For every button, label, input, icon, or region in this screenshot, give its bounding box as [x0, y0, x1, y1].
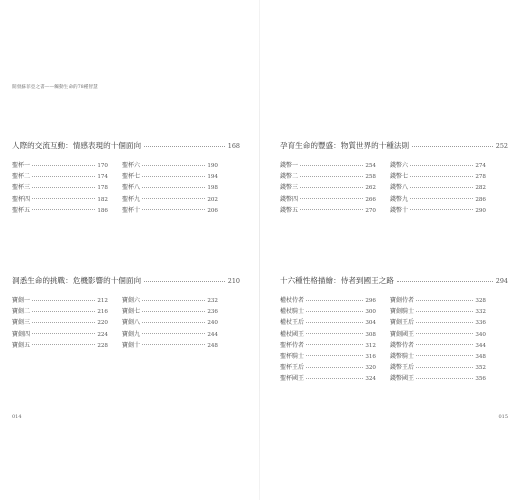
dot-leader	[416, 311, 473, 312]
dot-leader	[410, 198, 473, 199]
entry-page-number: 278	[475, 174, 486, 181]
entry-page-number: 312	[365, 342, 376, 349]
entry-label: 錢幣四	[280, 195, 299, 203]
entry-label: 聖杯國王	[280, 375, 305, 383]
entry-page-number: 266	[365, 196, 376, 203]
section-page-number: 294	[495, 277, 508, 285]
entry-label: 寶劍九	[122, 330, 141, 338]
entry-page-number: 290	[475, 207, 486, 214]
dot-leader	[397, 281, 493, 282]
dot-leader	[144, 281, 225, 282]
entry-label: 寶劍國王	[390, 330, 415, 338]
entry-label: 權杖騎士	[280, 308, 305, 316]
dot-leader	[142, 344, 205, 345]
entry-label: 聖杯一	[12, 162, 31, 169]
toc-column	[280, 160, 376, 216]
toc-section	[280, 275, 508, 385]
entry-label: 錢幣騎士	[390, 352, 415, 360]
dot-leader	[416, 378, 473, 379]
entry-page-number: 296	[365, 298, 376, 304]
toc-entry[interactable]	[280, 171, 376, 182]
entry-page-number: 182	[97, 196, 108, 203]
entry-label: 聖杯八	[122, 184, 141, 192]
toc-entry[interactable]	[122, 295, 218, 306]
dot-leader	[306, 311, 363, 312]
toc-entry[interactable]	[122, 340, 218, 351]
toc-entry[interactable]	[280, 160, 376, 171]
dot-leader	[306, 322, 363, 323]
dot-leader	[300, 165, 363, 166]
section-heading[interactable]	[12, 140, 240, 151]
toc-entry[interactable]	[280, 329, 376, 340]
toc-entry[interactable]	[280, 351, 376, 362]
toc-entry-columns	[280, 160, 508, 216]
section-page-number: 168	[227, 142, 240, 150]
entry-label: 錢幣十	[390, 206, 409, 214]
toc-entry[interactable]	[390, 194, 486, 205]
entry-page-number: 212	[97, 298, 108, 304]
dot-leader	[306, 333, 363, 334]
entry-label: 寶劍四	[12, 330, 31, 338]
page-number: 015	[498, 414, 508, 420]
toc-entry[interactable]	[12, 194, 108, 205]
toc-entry[interactable]	[12, 182, 108, 193]
entry-page-number: 262	[365, 185, 376, 192]
section-heading[interactable]	[280, 140, 508, 151]
dot-leader	[32, 187, 95, 188]
entry-page-number: 320	[365, 365, 376, 372]
entry-label: 權杖國王	[280, 330, 305, 338]
entry-page-number: 170	[97, 163, 108, 169]
toc-entry[interactable]	[12, 317, 108, 328]
toc-entry[interactable]	[12, 295, 108, 306]
dot-leader	[142, 165, 205, 166]
entry-page-number: 174	[97, 174, 108, 181]
entry-label: 錢幣八	[390, 184, 409, 192]
entry-page-number: 258	[365, 174, 376, 181]
toc-entry[interactable]	[12, 306, 108, 317]
section-heading[interactable]	[280, 275, 508, 286]
toc-entry[interactable]	[280, 182, 376, 193]
entry-label: 寶劍二	[12, 308, 31, 316]
section-page-number: 252	[495, 142, 508, 150]
entry-label: 錢幣國王	[390, 375, 415, 383]
toc-entry[interactable]	[280, 362, 376, 373]
toc-entry-columns	[12, 295, 240, 351]
toc-entry[interactable]	[390, 205, 486, 216]
entry-label: 錢幣侍者	[390, 341, 415, 349]
toc-entry[interactable]	[390, 373, 486, 384]
entry-page-number: 186	[97, 207, 108, 214]
entry-page-number: 328	[475, 298, 486, 304]
dot-leader	[144, 146, 225, 147]
dot-leader	[32, 311, 95, 312]
entry-label: 錢幣六	[390, 162, 409, 169]
entry-page-number: 254	[365, 163, 376, 169]
toc-entry[interactable]	[122, 317, 218, 328]
entry-label: 聖杯七	[122, 173, 141, 181]
dot-leader	[416, 344, 473, 345]
toc-column	[12, 160, 108, 216]
entry-page-number: 232	[207, 298, 218, 304]
dot-leader	[32, 344, 95, 345]
dot-leader	[142, 176, 205, 177]
toc-entry[interactable]	[12, 205, 108, 216]
section-title: 十六種性格描繪：侍者到國王之路	[280, 276, 394, 285]
dot-leader	[142, 187, 205, 188]
toc-entry[interactable]	[122, 160, 218, 171]
toc-entry[interactable]	[280, 295, 376, 306]
entry-label: 寶劍五	[12, 341, 31, 349]
dot-leader	[300, 209, 363, 210]
toc-entry[interactable]	[280, 373, 376, 384]
entry-label: 聖杯二	[12, 173, 31, 181]
entry-label: 錢幣三	[280, 184, 299, 192]
dot-leader	[306, 344, 363, 345]
entry-label: 寶劍六	[122, 297, 141, 304]
entry-label: 錢幣一	[280, 162, 299, 169]
entry-page-number: 308	[365, 331, 376, 338]
dot-leader	[300, 176, 363, 177]
toc-entry[interactable]	[122, 194, 218, 205]
toc-entry[interactable]	[390, 362, 486, 373]
dot-leader	[306, 367, 363, 368]
entry-label: 聖杯五	[12, 206, 31, 214]
entry-label: 權杖侍者	[280, 297, 305, 304]
entry-label: 寶劍王后	[390, 319, 415, 327]
toc-entry[interactable]	[280, 317, 376, 328]
section-title: 孕育生命的豐盛：物質世界的十種法則	[280, 141, 410, 150]
entry-page-number: 202	[207, 196, 218, 203]
dot-leader	[410, 176, 473, 177]
entry-label: 錢幣五	[280, 206, 299, 214]
entry-label: 聖杯九	[122, 195, 141, 203]
entry-label: 寶劍三	[12, 319, 31, 327]
dot-leader	[416, 322, 473, 323]
entry-page-number: 300	[365, 309, 376, 316]
dot-leader	[32, 322, 95, 323]
toc-entry[interactable]	[390, 351, 486, 362]
entry-page-number: 190	[207, 163, 218, 169]
entry-page-number: 228	[97, 342, 108, 349]
dot-leader	[416, 300, 473, 301]
dot-leader	[142, 311, 205, 312]
entry-page-number: 244	[207, 331, 218, 338]
toc-entry[interactable]	[390, 340, 486, 351]
dot-leader	[410, 187, 473, 188]
dot-leader	[300, 187, 363, 188]
toc-entry[interactable]	[12, 160, 108, 171]
entry-label: 寶劍騎士	[390, 308, 415, 316]
entry-page-number: 304	[365, 320, 376, 327]
dot-leader	[32, 198, 95, 199]
toc-entry[interactable]	[390, 329, 486, 340]
entry-label: 錢幣七	[390, 173, 409, 181]
dot-leader	[410, 209, 473, 210]
toc-section	[280, 140, 508, 216]
entry-label: 聖杯侍者	[280, 341, 305, 349]
entry-page-number: 178	[97, 185, 108, 192]
toc-column	[122, 295, 218, 351]
entry-page-number: 198	[207, 185, 218, 192]
entry-page-number: 344	[475, 342, 486, 349]
entry-label: 聖杯三	[12, 184, 31, 192]
toc-entry[interactable]	[122, 182, 218, 193]
toc-entry[interactable]	[390, 182, 486, 193]
toc-column	[390, 160, 486, 216]
entry-page-number: 282	[475, 185, 486, 192]
entry-page-number: 324	[365, 376, 376, 383]
running-head: 開發蘇菲亞之書——觸動生命的78種智慧	[12, 85, 98, 90]
toc-section	[12, 140, 240, 216]
toc-entry[interactable]	[122, 205, 218, 216]
dot-leader	[142, 198, 205, 199]
toc-section	[12, 275, 240, 351]
entry-page-number: 316	[365, 353, 376, 360]
toc-entry[interactable]	[122, 306, 218, 317]
toc-column	[12, 295, 108, 351]
entry-label: 權杖王后	[280, 319, 305, 327]
toc-entry[interactable]	[390, 306, 486, 317]
section-heading[interactable]	[12, 275, 240, 286]
dot-leader	[32, 209, 95, 210]
section-page-number: 210	[227, 277, 240, 285]
entry-page-number: 340	[475, 331, 486, 338]
entry-label: 聖杯四	[12, 195, 31, 203]
dot-leader	[142, 333, 205, 334]
entry-label: 寶劍八	[122, 319, 141, 327]
entry-page-number: 336	[475, 320, 486, 327]
entry-page-number: 216	[97, 309, 108, 316]
entry-label: 聖杯騎士	[280, 352, 305, 360]
toc-entry[interactable]	[390, 317, 486, 328]
entry-label: 錢幣九	[390, 195, 409, 203]
entry-page-number: 356	[475, 376, 486, 383]
toc-entry[interactable]	[122, 171, 218, 182]
toc-entry[interactable]	[280, 205, 376, 216]
entry-page-number: 194	[207, 174, 218, 181]
dot-leader	[142, 300, 205, 301]
entry-label: 寶劍七	[122, 308, 141, 316]
dot-leader	[306, 378, 363, 379]
dot-leader	[306, 355, 363, 356]
section-title: 人際的交流互動：情感表現的十個面向	[12, 141, 142, 150]
toc-column	[390, 295, 486, 385]
entry-page-number: 352	[475, 365, 486, 372]
entry-page-number: 224	[97, 331, 108, 338]
dot-leader	[32, 300, 95, 301]
toc-entry[interactable]	[12, 329, 108, 340]
entry-page-number: 240	[207, 320, 218, 327]
toc-entry-columns	[280, 295, 508, 385]
toc-entry[interactable]	[390, 160, 486, 171]
toc-entry[interactable]	[280, 340, 376, 351]
toc-entry[interactable]	[12, 171, 108, 182]
entry-page-number: 248	[207, 342, 218, 349]
dot-leader	[416, 355, 473, 356]
toc-entry[interactable]	[280, 306, 376, 317]
dot-leader	[410, 165, 473, 166]
toc-entry-columns	[12, 160, 240, 216]
entry-page-number: 274	[475, 163, 486, 169]
dot-leader	[32, 333, 95, 334]
entry-label: 聖杯六	[122, 162, 141, 169]
dot-leader	[412, 146, 493, 147]
dot-leader	[306, 300, 363, 301]
entry-label: 錢幣二	[280, 173, 299, 181]
entry-page-number: 220	[97, 320, 108, 327]
entry-label: 寶劍一	[12, 297, 31, 304]
toc-entry[interactable]	[390, 171, 486, 182]
toc-entry[interactable]	[390, 295, 486, 306]
dot-leader	[32, 176, 95, 177]
entry-label: 寶劍十	[122, 341, 141, 349]
right-page	[260, 0, 520, 500]
toc-entry[interactable]	[122, 329, 218, 340]
page-number: 014	[12, 414, 22, 420]
entry-page-number: 270	[365, 207, 376, 214]
dot-leader	[32, 165, 95, 166]
entry-page-number: 332	[475, 309, 486, 316]
entry-label: 寶劍侍者	[390, 297, 415, 304]
toc-column	[122, 160, 218, 216]
entry-label: 聖杯十	[122, 206, 141, 214]
entry-page-number: 236	[207, 309, 218, 316]
dot-leader	[142, 209, 205, 210]
dot-leader	[300, 198, 363, 199]
toc-entry[interactable]	[280, 194, 376, 205]
toc-column	[280, 295, 376, 385]
dot-leader	[142, 322, 205, 323]
entry-page-number: 286	[475, 196, 486, 203]
dot-leader	[416, 333, 473, 334]
entry-page-number: 206	[207, 207, 218, 214]
toc-entry[interactable]	[12, 340, 108, 351]
entry-label: 聖杯王后	[280, 364, 305, 372]
dot-leader	[416, 367, 473, 368]
section-title: 洞悉生命的挑戰：危機影響的十個面向	[12, 276, 142, 285]
entry-page-number: 348	[475, 353, 486, 360]
entry-label: 錢幣王后	[390, 364, 415, 372]
